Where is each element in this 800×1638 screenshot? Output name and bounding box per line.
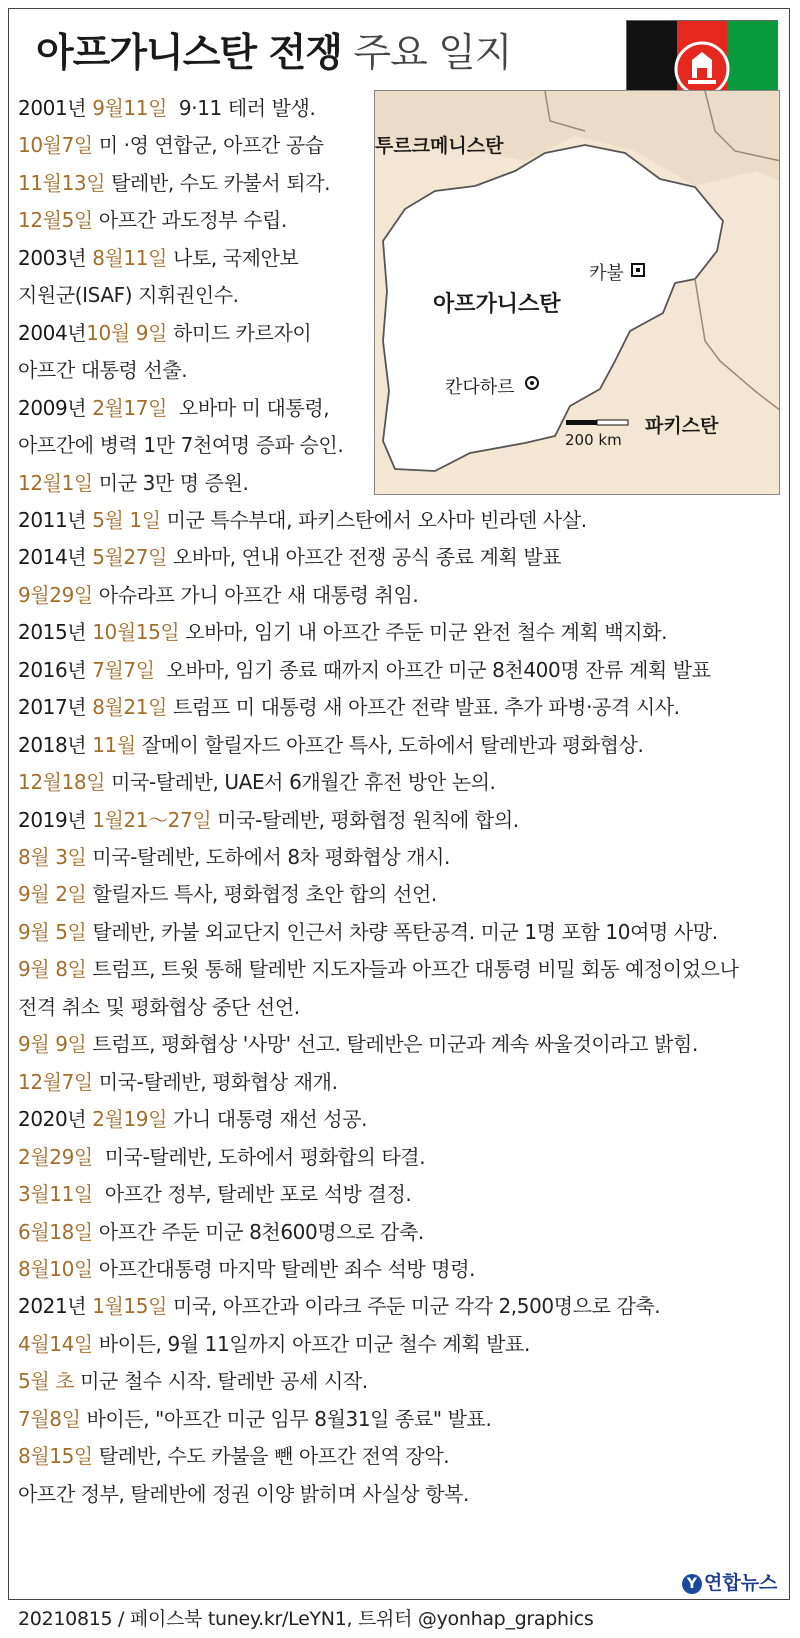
yonhap-logo-text: 연합뉴스 xyxy=(704,1572,778,1594)
timeline-entry xyxy=(18,392,329,421)
timeline-entry xyxy=(18,1216,424,1245)
timeline-entry xyxy=(18,317,311,346)
timeline-entry xyxy=(18,1403,491,1432)
timeline-entry xyxy=(18,841,450,870)
entry-date: 2월17일 xyxy=(92,395,168,420)
entry-date: 5월27일 xyxy=(92,545,168,570)
entry-date: 9월29일 xyxy=(18,582,93,607)
timeline-entry xyxy=(18,129,324,158)
timeline-entry xyxy=(18,804,519,833)
entry-date: 1월15일 xyxy=(92,1294,168,1319)
entry-text: 미군 철수 시작. 탈레반 공세 시작. xyxy=(74,1369,368,1394)
entry-date: 7월8일 xyxy=(18,1406,81,1431)
entry-date: 6월18일 xyxy=(18,1219,93,1244)
timeline-entry xyxy=(18,1103,367,1132)
timeline-entry xyxy=(18,579,418,608)
timeline-entry xyxy=(18,429,343,458)
entry-date: 12월1일 xyxy=(18,470,93,495)
entry-text: 아슈라프 가니 아프간 새 대통령 취임. xyxy=(92,582,419,607)
entry-date: 8월 3일 xyxy=(18,845,87,869)
timeline-entry xyxy=(18,1478,469,1507)
entry-year: 2020년 xyxy=(18,1107,93,1132)
entry-date: 11월13일 xyxy=(18,170,106,195)
timeline-entry xyxy=(18,467,248,496)
entry-text: 바이든, "아프간 미군 임무 8월31일 종료" 발표. xyxy=(80,1406,492,1431)
entry-year: 2001년 xyxy=(18,96,93,120)
entry-text: 할릴자드 특사, 평화협정 초안 합의 선언. xyxy=(86,882,437,907)
entry-text: 오바마, 임기 종료 때까지 아프간 미군 8천400명 잔류 계획 발표 xyxy=(154,657,711,682)
timeline-entry xyxy=(18,1328,530,1357)
timeline-entry xyxy=(18,916,718,945)
entry-date: 7월7일 xyxy=(92,657,155,682)
entry-date: 10월 9일 xyxy=(86,320,167,345)
title-main: 아프가니스탄 전쟁 xyxy=(36,31,342,76)
entry-text: 탈레반, 수도 카불을 뺀 아프간 전역 장악. xyxy=(92,1444,450,1469)
kabul-capital-icon xyxy=(631,263,645,277)
entry-year: 2021년 xyxy=(18,1294,93,1319)
entry-date: 12월7일 xyxy=(18,1069,93,1094)
timeline-entry xyxy=(18,242,298,271)
entry-date: 10월7일 xyxy=(18,133,93,158)
title-sub: 주요 일지 xyxy=(353,31,512,76)
entry-year: 2017년 xyxy=(18,695,93,720)
yonhap-logo-icon: Y xyxy=(682,1574,702,1594)
entry-text: 탈레반, 수도 카불서 퇴각. xyxy=(105,170,331,195)
map-label-afghanistan: 아프가니스탄 xyxy=(433,292,561,317)
entry-text: 아프간대통령 마지막 탈레반 죄수 석방 명령. xyxy=(92,1256,476,1281)
entry-text: 잘메이 할릴자드 아프간 특사, 도하에서 탈레반과 평화협상. xyxy=(135,732,644,757)
entry-text: 미국-탈레반, UAE서 6개월간 휴전 방안 논의. xyxy=(105,770,496,795)
entry-date: 4월14일 xyxy=(18,1331,93,1356)
timeline-entry xyxy=(18,953,739,982)
map-label-kandahar: 칸다하르 xyxy=(445,377,515,398)
entry-text: 트럼프, 평화협상 '사망' 선고. 탈레반은 미군과 계속 싸울것이라고 밝힘. xyxy=(86,1032,698,1057)
entry-date: 12월18일 xyxy=(18,770,106,795)
timeline-entry xyxy=(18,167,330,196)
entry-date: 2월19일 xyxy=(92,1107,168,1132)
map-scale-label: 200 km xyxy=(565,431,622,449)
timeline-entry xyxy=(18,541,561,570)
entry-year: 2019년 xyxy=(18,807,93,832)
entry-date: 3월11일 xyxy=(18,1182,93,1207)
entry-date: 9월 5일 xyxy=(18,919,87,944)
entry-text: 미국-탈레반, 도하에서 8차 평화협상 개시. xyxy=(86,845,451,869)
entry-text: 하미드 카르자이 xyxy=(167,320,312,345)
entry-date: 1월21～27일 xyxy=(92,807,212,832)
entry-text: 아프간 정부, 탈레반에 정권 이양 밝히며 사실상 항복. xyxy=(18,1481,469,1506)
entry-text: 가니 대통령 재선 성공. xyxy=(167,1107,368,1132)
entry-text: 아프간 과도정부 수립. xyxy=(92,208,287,233)
entry-year: 2004년 xyxy=(18,320,87,345)
timeline-entry xyxy=(18,1290,660,1319)
timeline-entry xyxy=(18,766,496,795)
entry-text: 아프간에 병력 1만 7천여명 증파 승인. xyxy=(18,433,344,458)
timeline-entry xyxy=(18,204,287,233)
kandahar-city-icon xyxy=(525,376,539,390)
timeline-entry xyxy=(18,654,711,683)
afghanistan-map xyxy=(374,90,780,495)
entry-text: 트럼프 미 대통령 새 아프간 전략 발표. 추가 파병·공격 시사. xyxy=(167,695,680,720)
timeline-entry xyxy=(18,92,315,121)
entry-text: 나토, 국제안보 xyxy=(167,245,299,270)
entry-text: 아프간 정부, 탈레반 포로 석방 결정. xyxy=(92,1182,412,1207)
entry-date: 2월29일 xyxy=(18,1144,93,1169)
entry-year: 2014년 xyxy=(18,545,93,570)
entry-date: 5월 1일 xyxy=(92,507,161,532)
entry-text: 미국-탈레반, 평화협정 원칙에 합의. xyxy=(211,807,519,832)
timeline-entry xyxy=(18,616,667,645)
timeline-entry xyxy=(18,1253,475,1282)
entry-text: 미군 특수부대, 파키스탄에서 오사마 빈라덴 사살. xyxy=(160,507,587,532)
entry-text: 미 ·영 연합군, 아프간 공습 xyxy=(92,133,324,158)
timeline-entry xyxy=(18,691,680,720)
entry-text: 바이든, 9월 11일까지 아프간 미군 철수 계획 발표. xyxy=(92,1331,530,1356)
entry-text: 미국-탈레반, 평화협상 재개. xyxy=(92,1069,338,1094)
entry-date: 8월21일 xyxy=(92,695,168,720)
timeline-entry xyxy=(18,991,300,1020)
timeline-entry xyxy=(18,1028,698,1057)
entry-text: 아프간 주둔 미군 8천600명으로 감축. xyxy=(92,1219,424,1244)
timeline-entry xyxy=(18,1178,411,1207)
entry-date: 10월15일 xyxy=(92,620,180,645)
entry-text: 트럼프, 트윗 통해 탈레반 지도자들과 아프간 대통령 비밀 회동 예정이었으나 xyxy=(86,957,739,982)
timeline-entry xyxy=(18,1365,368,1394)
footer-credit: 20210815 / 페이스북 tuney.kr/LeYN1, 트위터 @yonhap_graphics xyxy=(18,1608,594,1630)
yonhap-logo xyxy=(682,1568,777,1595)
entry-text: 오바마, 연내 아프간 전쟁 공식 종료 계획 발표 xyxy=(167,545,562,570)
map-label-turkmenistan: 투르크메니스탄 xyxy=(375,135,504,157)
entry-year: 2015년 xyxy=(18,620,93,645)
entry-date: 8월11일 xyxy=(92,245,168,270)
entry-date: 8월15일 xyxy=(18,1444,93,1469)
entry-year: 2003년 xyxy=(18,245,93,270)
entry-text: 9·11 테러 발생. xyxy=(167,96,316,120)
timeline-entry xyxy=(18,354,187,383)
entry-date: 9월 9일 xyxy=(18,1032,87,1057)
page-title xyxy=(36,22,511,78)
entry-date: 8월10일 xyxy=(18,1256,93,1281)
entry-year: 2011년 xyxy=(18,507,93,532)
entry-date: 9월11일 xyxy=(92,96,168,120)
timeline-entry xyxy=(18,504,587,533)
entry-text: 아프간 대통령 선출. xyxy=(18,358,188,383)
entry-text: 탈레반, 카불 외교단지 인근서 차량 폭탄공격. 미군 1명 포함 10여명 사망. xyxy=(86,919,718,944)
entry-text: 오바마 미 대통령, xyxy=(167,395,330,420)
entry-year: 2016년 xyxy=(18,657,93,682)
timeline-entry xyxy=(18,279,239,308)
timeline-entry xyxy=(18,729,643,758)
entry-date: 9월 8일 xyxy=(18,957,87,982)
entry-text: 오바마, 임기 내 아프간 주둔 미군 완전 철수 계획 백지화. xyxy=(179,620,668,645)
timeline-entry xyxy=(18,878,437,907)
entry-date: 9월 2일 xyxy=(18,882,87,907)
map-label-pakistan: 파키스탄 xyxy=(645,415,719,437)
entry-text: 지원군(ISAF) 지휘권인수. xyxy=(18,283,239,308)
entry-year: 2018년 xyxy=(18,732,93,757)
entry-year: 2009년 xyxy=(18,395,93,420)
entry-date: 12월5일 xyxy=(18,208,93,233)
timeline-entry xyxy=(18,1440,449,1469)
entry-text: 미군 3만 명 증원. xyxy=(92,470,249,495)
timeline-entry xyxy=(18,1066,338,1095)
entry-text: 전격 취소 및 평화협상 중단 선언. xyxy=(18,994,300,1019)
entry-text: 미국-탈레반, 도하에서 평화합의 타결. xyxy=(92,1144,426,1169)
entry-date: 5월 초 xyxy=(18,1369,75,1394)
map-label-kabul: 카불 xyxy=(589,263,624,284)
entry-text: 미국, 아프간과 이라크 주둔 미군 각각 2,500명으로 감축. xyxy=(167,1294,661,1319)
entry-date: 11월 xyxy=(92,732,136,757)
timeline-entry xyxy=(18,1141,425,1170)
